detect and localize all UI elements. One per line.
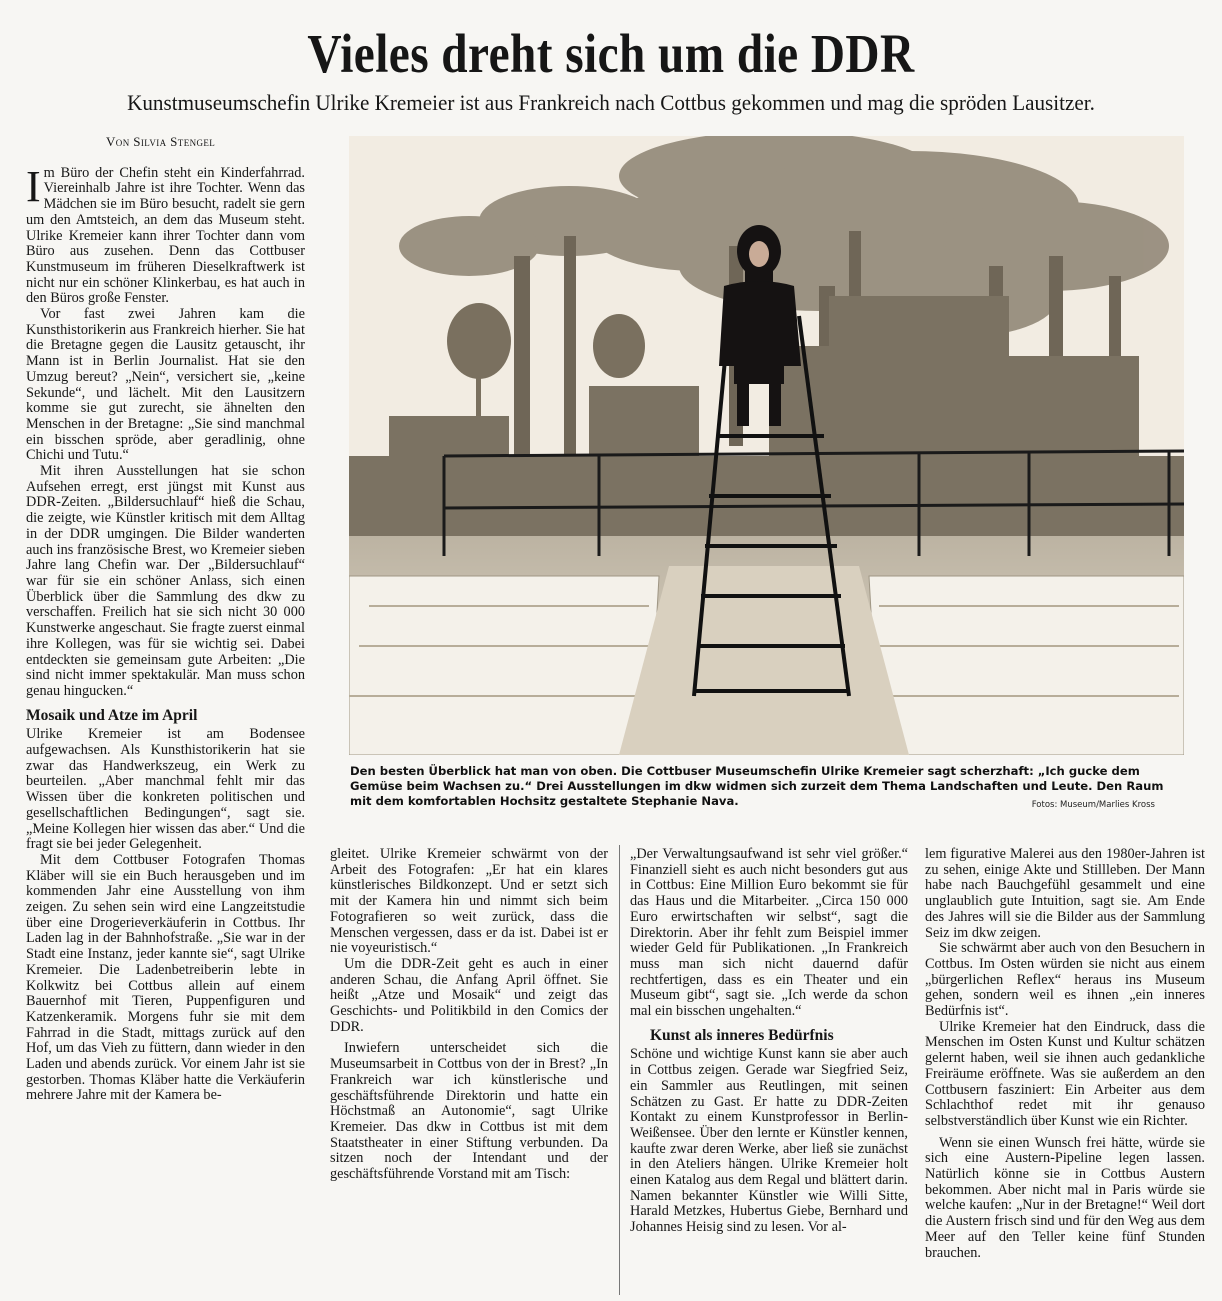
photo-credit: Fotos: Museum/Marlies Kross — [1031, 800, 1155, 810]
headline: Vieles dreht sich um die DDR — [307, 23, 915, 84]
paragraph: Sie schwärmt aber auch von den Besuchern in Cottbus. Im Osten würden sie nicht aus einem „bürgerlichen Reflex“ heraus ins Museum gehen, sondern weil es ihnen „ein inneres Bedürfnis ist“. — [925, 940, 1205, 1020]
paragraph: Mit dem Cottbuser Fotografen Thomas Kläber will sie ein Buch herausgeben und im kommenden Jahr eine Ausstellung von ihm zeigen. Zu sehen sein wird eine Langzeitstudie über eine Drogerieverkäuferin in Cottbus. Ihr Laden lag in der Bahnhofstraße. „Sie war in der Stadt eine Instanz, jeder kannte sie“, sagt Ulrike Kremeier. Die Ladenbetreiberin lebte in Kolkwitz bei Cottbus allein auf einem Bauernhof mit Tieren, Puppenfiguren und Katzenkeramik. Morgens fuhr sie mit dem Fahrrad in die Stadt, mittags zurück auf den Hof, um das Vieh zu füttern, dann wieder in den Laden und abends zurück. Vor einem Jahr ist sie gestorben. Thomas Kläber hatte die Verkäuferin mehrere Jahre mit der Kamera be- — [26, 851, 305, 1104]
paragraph: Inwiefern unterscheidet sich die Museumsarbeit in Cottbus von der in Brest? „In Frankreich war ich künstlerische und geschäftsführende Direktorin und hatte ein Höchstmaß an Autonomie“, sagt Ulrike Kremeier. Das dkw in Cottbus ist mit dem Staatstheater in einer Stiftung verbunden. Da sitzen noch der Intendant und der geschäftsführende Vorstand mit am Tisch: — [330, 1040, 608, 1183]
face — [749, 241, 769, 267]
paragraph: Schöne und wichtige Kunst kann sie aber auch in Cottbus zeigen. Gerade war Siegfried Seiz, ein Sammler aus Reutlingen, mit seinen Schätzen zu Gast. Er hatte zu DDR-Zeiten Kontakt zu einem Kunstprofessor in Berlin-Weißensee. Über den lernte er Künstler kennen, kaufte zwar deren Werke, aber ließ sie zunächst in den Ateliers hängen. Ulrike Kremeier holt einen Katalog aus dem Regal und blättert darin. Namen bekannter Künstler wie Willi Sitte, Harald Metzkes, Hubertus Giebe, Bernhard und Johannes Heisig sind zu lesen. Vor al- — [630, 1046, 908, 1236]
paragraph: „Der Verwaltungsaufwand ist sehr viel größer.“ Finanziell sieht es auch nicht besonders gut aus in Cottbus: Eine Million Euro bekommt sie für das Haus und die Mitarbeiter. „Circa 150 000 Euro erwirtschaften wir selbst“, sagt die Direktorin. Aber ihr fehlt zum Beispiel immer wieder Geld für Publikationen. „In Frankreich muss man sich nicht dauernd dafür rechtfertigen, dass es ein Theater und ein Museum gibt“, sagt sie. „Ich werde da schon mal ein bisschen ungehalten.“ — [630, 846, 908, 1020]
photo-illustration — [349, 136, 1184, 755]
column-3 — [630, 847, 908, 1236]
subline: Kunstmuseumschefin Ulrike Kremeier ist aus Frankreich nach Cottbus gekommen und mag die spröden Lausitzer. — [127, 90, 1095, 115]
column-rule — [619, 845, 620, 1295]
subheading: Mosaik und Atze im April — [26, 706, 198, 724]
paragraph: gleitet. Ulrike Kremeier schwärmt von der Arbeit des Fotografen: „Er hat ein klares künstlerisches Bildkonzept. Und er setzt sich mit der Kamera hin und nimmt sich beim Fotografieren so weit zurück, dass die Menschen vergessen, dass er da ist. Dabei ist er nie voyeuristisch.“ — [330, 846, 608, 957]
byline: Von Silvia Stengel — [106, 134, 216, 149]
column-2 — [330, 847, 608, 1183]
paragraph: lem figurative Malerei aus den 1980er-Jahren ist zu sehen, einige Akte und Stillleben. Der Mann habe nach Bauchgefühl gesammelt und eine unglaublich gute Intuition, sagt sie. Am Ende des Jahres will sie die Bilder aus der Sammlung Seiz im dkw zeigen. — [925, 846, 1205, 941]
paragraph: Vor fast zwei Jahren kam die Kunsthistorikerin aus Frankreich hierher. Sie hat die Bretagne gegen die Lausitz getauscht, ihr Mann ist in Berlin Journalist. Hat sie den Umzug bereut? „Nein“, versichert sie, „keine Sekunde“, und lächelt. Mit den Lausitzern komme sie gut zurecht, sie ähnelten den Menschen in der Bretagne: „Sie sind manchmal ein bisschen spröde, aber geradlinig, ohne Chichi und Tutu.“ — [26, 306, 305, 464]
paragraph: Mit ihren Ausstellungen hat sie schon Aufsehen erregt, erst jüngst mit Kunst aus DDR-Zeiten. „Bildersuchlauf“ hieß die Schau, die zeigte, wie Künstler kritisch mit dem Alltag in der DDR umgingen. Die Bilder wanderten auch ins französische Brest, wo Kremeier sieben Jahre lang Chefin war. Der „Bildersuchlauf“ war für sie ein schöner Anlass, sich einen Überblick über die Sammlung des dkw zu verschaffen. Freilich hat sie sich nicht 30 000 Kunstwerke angeschaut. Sie fragte zuerst einmal ihre Kollegen, was für sie wichtig sei. Dabei entdeckten sie gemeinsam gute Arbeiten: „Die sind nicht immer spektakulär. Man muss schon genau hingucken.“ — [26, 463, 305, 699]
subheading: Kunst als inneres Bedürfnis — [650, 1026, 834, 1044]
drop-cap: I — [26, 161, 41, 211]
paragraph: Ulrike Kremeier ist am Bodensee aufgewachsen. Als Kunsthistorikerin hat sie zwar das Handwerkszeug, ein Werk zu beurteilen. „Aber manchmal fehlt mir das Wissen über die konkreten politischen und gesellschaftlichen Bedingungen“, sagt sie. „Meine Kollegen hier wissen das aber.“ Und die fragt sie bei jeder Gelegenheit. — [26, 726, 305, 853]
column-1 — [26, 134, 305, 1104]
photo-caption: Den besten Überblick hat man von oben. Die Cottbuser Museumschefin Ulrike Kremeier sagt scherzhaft: „Ich gucke dem Gemüse beim Wachsen zu.“ Drei Ausstellungen im dkw widmen sich zurzeit dem Thema Landschaften und Leute. Den Raum mit dem komfortablen Hochsitz gestaltete Stephanie Nava. — [350, 764, 1164, 809]
paragraph: Ulrike Kremeier hat den Eindruck, dass die Menschen im Osten Kunst und Kultur schätzen gelernt haben, weil sie ihnen auch gedankliche Freiräume eröffnete. Was sie außerdem an den Cottbusern fasziniert: Ein Arbeiter aus dem Schlachthof redet mit ihr genauso selbstverständlich über Kunst wie ein Richter. — [925, 1018, 1205, 1129]
paragraph: Im Büro der Chefin steht ein Kinderfahrrad. Viereinhalb Jahre ist ihre Tochter. Wenn das Mädchen sie im Büro besucht, radelt sie gern um den Amtsteich, an dem das Museum steht. Ulrike Kremeier kann ihrer Tochter dann vom Büro aus zusehen. Denn das Cottbuser Kunstmuseum im früheren Dieselkraftwerk ist nicht nur ein schöner Klinkerbau, es hat auch in den Büros große Fenster. — [26, 161, 305, 307]
paragraph: Wenn sie einen Wunsch frei hätte, würde sie sich eine Austern-Pipeline legen lassen. Natürlich könne sie in Cottbus Austern bekommen. Aber nicht mal in Paris würde sie welche kaufen: „Nur in der Bretagne!“ Weil dort die Austern frisch sind und für den Weg aus dem Meer auf den Teller keine fünf Stunden brauchen. — [925, 1134, 1205, 1261]
paragraph: Um die DDR-Zeit geht es auch in einer anderen Schau, die Anfang April öffnet. Sie heißt „Atze und Mosaik“ und zeigt das Geschichts- und Politikbild in den Comics der DDR. — [330, 955, 608, 1035]
column-4 — [925, 847, 1205, 1261]
article-photo — [349, 136, 1184, 755]
